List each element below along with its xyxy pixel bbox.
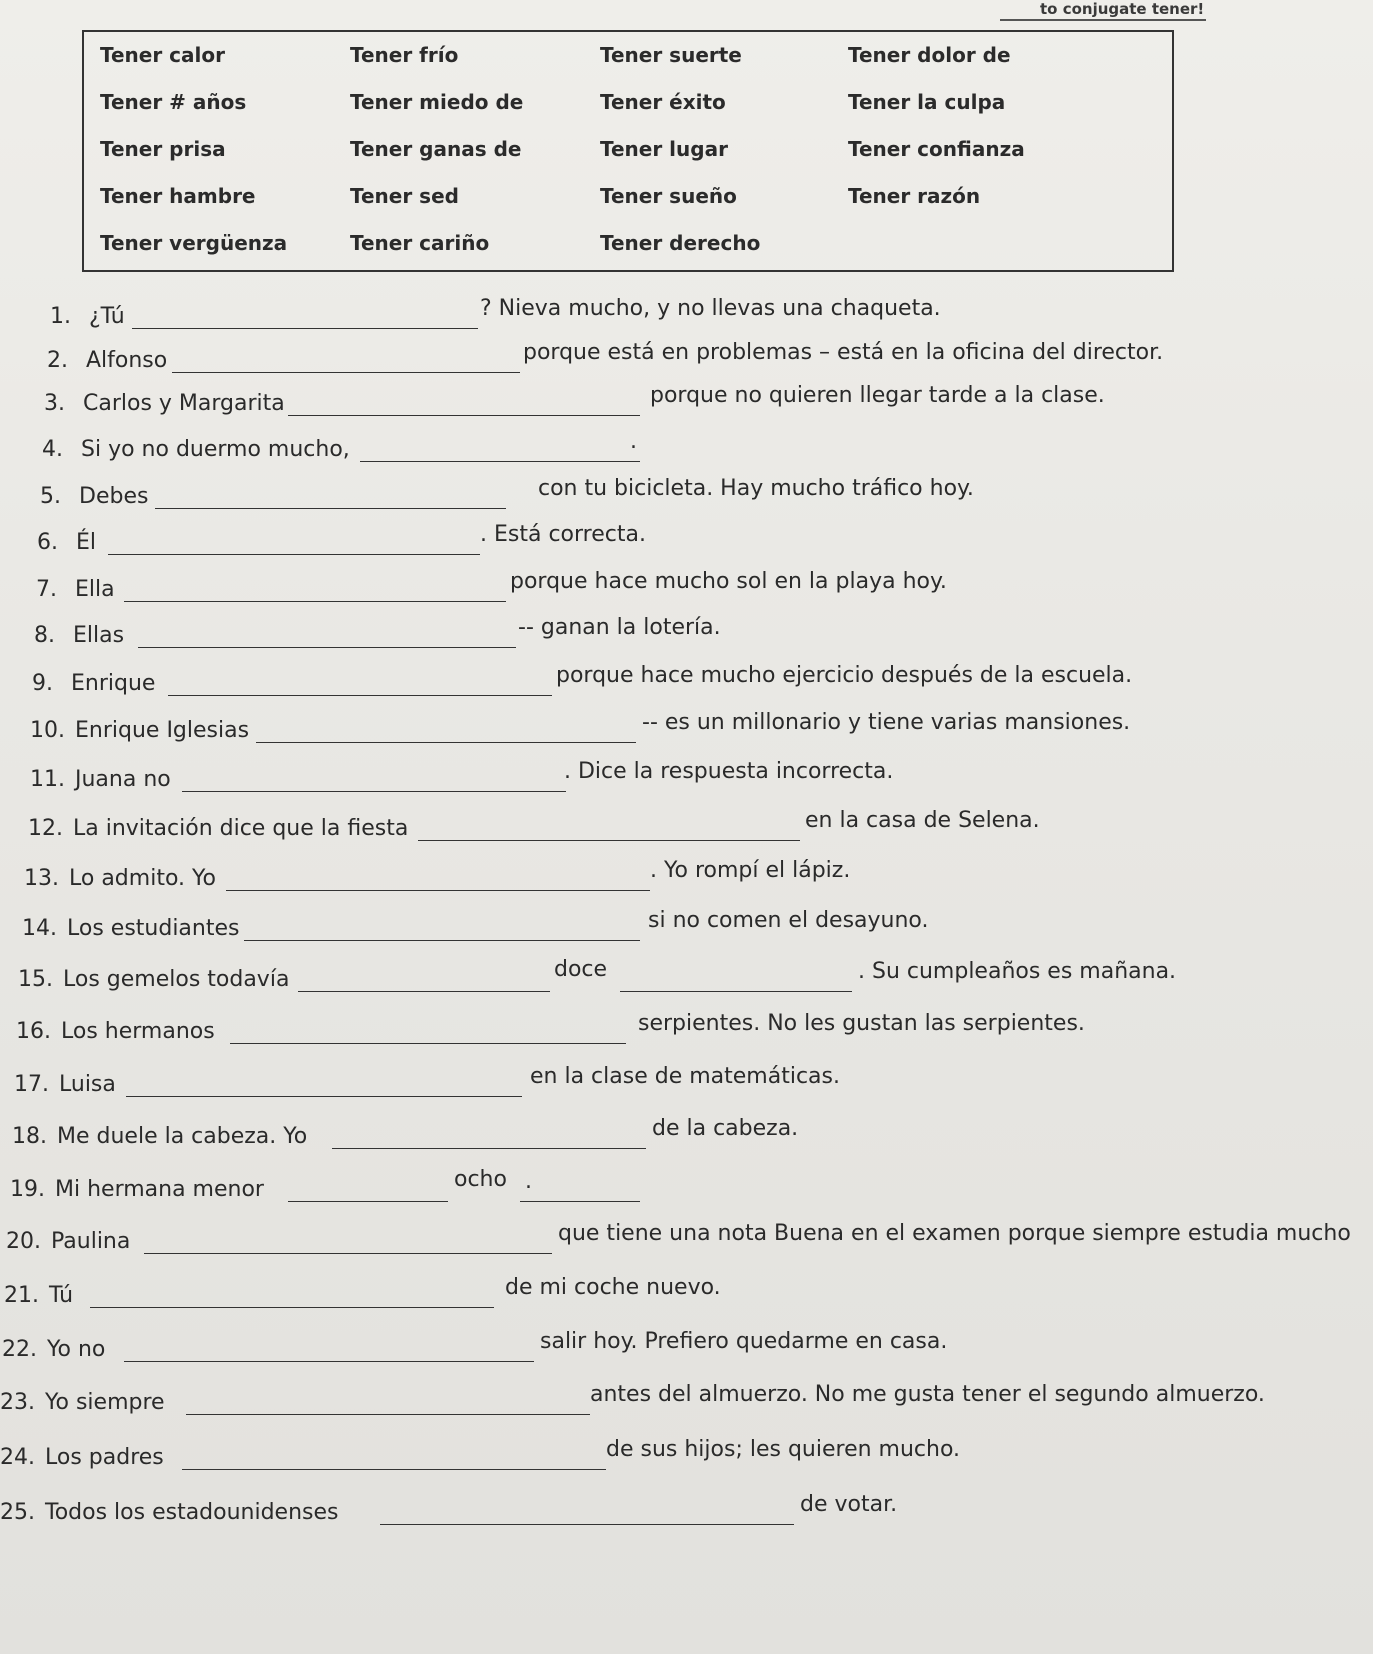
answer-blank[interactable]	[126, 1096, 522, 1097]
answer-blank[interactable]	[124, 601, 506, 602]
vocab-term: Tener frío	[350, 43, 459, 67]
exercise-continuation: en la clase de matemáticas.	[530, 1064, 840, 1089]
vocab-term: Tener éxito	[600, 90, 726, 114]
answer-blank[interactable]	[360, 461, 640, 462]
answer-blank[interactable]	[138, 647, 516, 648]
vocab-term: Tener la culpa	[848, 90, 1006, 114]
exercise-stem: Mi hermana menor	[55, 1177, 264, 1202]
exercise-stem: Debes	[79, 484, 149, 509]
exercise-item	[0, 1116, 1373, 1160]
exercise-continuation: si no comen el desayuno.	[648, 908, 929, 933]
exercise-number: 16.	[16, 1019, 51, 1044]
vocab-term: Tener confianza	[848, 137, 1025, 161]
exercise-number: 12.	[28, 816, 63, 841]
exercise-item	[0, 1437, 1373, 1481]
exercise-item	[0, 522, 1373, 566]
exercise-continuation: de votar.	[800, 1492, 898, 1517]
exercise-stem: Ellas	[73, 623, 125, 648]
exercise-item	[0, 476, 1373, 520]
vocab-term: Tener derecho	[600, 231, 761, 255]
vocab-term: Tener ganas de	[350, 137, 522, 161]
exercise-item	[0, 1064, 1373, 1108]
answer-blank[interactable]	[332, 1148, 646, 1149]
vocab-term: Tener lugar	[600, 137, 728, 161]
vocab-term: Tener prisa	[100, 137, 226, 161]
exercise-number: 4.	[42, 437, 63, 462]
exercise-number: 25.	[0, 1500, 35, 1525]
exercise-item	[0, 759, 1373, 803]
header-instruction: to conjugate tener!	[1000, 0, 1206, 21]
vocab-term: Tener sed	[350, 184, 459, 208]
exercise-continuation: de mi coche nuevo.	[505, 1275, 721, 1300]
exercise-number: 24.	[0, 1445, 35, 1470]
answer-blank[interactable]	[186, 1414, 590, 1415]
exercise-number: 15.	[18, 967, 53, 992]
exercise-number: 18.	[12, 1124, 47, 1149]
exercise-continuation: . Dice la respuesta incorrecta.	[564, 759, 894, 784]
answer-blank[interactable]	[182, 1469, 606, 1470]
exercise-continuation: con tu bicicleta. Hay mucho tráfico hoy.	[538, 476, 974, 501]
exercise-item	[0, 1382, 1373, 1426]
exercise-number: 8.	[34, 623, 55, 648]
vocab-term: Tener razón	[848, 184, 981, 208]
exercise-number: 21.	[4, 1283, 39, 1308]
exercise-continuation: porque hace mucho sol en la playa hoy.	[510, 569, 947, 594]
exercise-stem: Alfonso	[86, 348, 168, 373]
exercise-number: 10.	[30, 718, 65, 743]
exercise-continuation: porque está en problemas – está en la oficina del director.	[523, 340, 1164, 365]
answer-blank[interactable]	[380, 1524, 794, 1525]
vocab-term: Tener calor	[100, 43, 225, 67]
exercise-item	[0, 569, 1373, 613]
exercise-stem: Luisa	[59, 1072, 116, 1097]
exercise-stem: Paulina	[51, 1229, 131, 1254]
vocab-term: Tener vergüenza	[100, 231, 288, 255]
exercise-continuation: de la cabeza.	[652, 1116, 799, 1141]
vocabulary-box	[82, 30, 1174, 272]
exercise-continuation: .	[525, 1169, 532, 1194]
answer-blank[interactable]	[256, 742, 636, 743]
answer-blank[interactable]	[144, 1253, 552, 1254]
exercise-item	[0, 908, 1373, 952]
exercise-item	[0, 1167, 1373, 1213]
exercise-item	[0, 429, 1373, 473]
exercise-item	[0, 1275, 1373, 1319]
exercise-item	[0, 383, 1373, 427]
answer-blank[interactable]	[226, 890, 650, 891]
exercise-number: 20.	[6, 1229, 41, 1254]
exercise-number: 6.	[37, 530, 58, 555]
answer-blank[interactable]	[108, 554, 480, 555]
exercise-stem: Todos los estadounidenses	[45, 1500, 339, 1525]
exercise-continuation: serpientes. No les gustan las serpientes.	[638, 1011, 1085, 1036]
answer-blank[interactable]	[418, 840, 800, 841]
exercise-stem: Juana no	[75, 767, 171, 792]
exercise-stem: Los estudiantes	[67, 916, 240, 941]
exercise-number: 9.	[32, 671, 53, 696]
exercise-stem: Yo siempre	[45, 1390, 165, 1415]
exercise-number: 23.	[0, 1390, 35, 1415]
vocab-term: Tener dolor de	[848, 43, 1011, 67]
exercise-middle-word: ocho	[454, 1167, 507, 1192]
exercise-stem: Tú	[49, 1283, 74, 1308]
exercise-number: 11.	[30, 767, 65, 792]
exercise-number: 22.	[2, 1337, 37, 1362]
answer-blank[interactable]	[230, 1043, 626, 1044]
exercise-stem: Me duele la cabeza. Yo	[57, 1124, 308, 1149]
exercise-continuation: que tiene una nota Buena en el examen porque siempre estudia mucho	[558, 1221, 1351, 1246]
exercise-stem: Carlos y Margarita	[83, 391, 285, 416]
exercise-number: 3.	[44, 391, 65, 416]
exercise-number: 13.	[24, 866, 59, 891]
exercise-item	[0, 957, 1373, 1003]
exercise-number: 2.	[47, 348, 68, 373]
answer-blank[interactable]	[132, 328, 478, 329]
exercise-number: 14.	[22, 916, 57, 941]
exercise-continuation: salir hoy. Prefiero quedarme en casa.	[540, 1329, 948, 1354]
exercise-item	[0, 1492, 1373, 1536]
exercise-item	[0, 615, 1373, 659]
exercise-stem: Ella	[75, 577, 115, 602]
exercise-number: 1.	[50, 304, 71, 329]
exercise-stem: Los padres	[45, 1445, 164, 1470]
vocab-term: Tener miedo de	[350, 90, 524, 114]
exercise-continuation: -- ganan la lotería.	[518, 615, 721, 640]
answer-blank[interactable]	[288, 1201, 448, 1202]
vocab-term: Tener hambre	[100, 184, 256, 208]
exercise-stem: Enrique	[71, 671, 156, 696]
exercise-continuation: antes del almuerzo. No me gusta tener el segundo almuerzo.	[590, 1382, 1265, 1407]
exercise-continuation: . Su cumpleaños es mañana.	[858, 959, 1177, 984]
exercise-item	[0, 663, 1373, 707]
exercise-continuation: .	[630, 429, 637, 454]
exercise-item	[0, 858, 1373, 902]
exercise-continuation: porque hace mucho ejercicio después de la escuela.	[556, 663, 1133, 688]
exercise-number: 17.	[14, 1072, 49, 1097]
exercise-stem: Él	[76, 530, 97, 555]
vocabulary-grid	[100, 40, 1162, 275]
answer-blank[interactable]	[155, 508, 506, 509]
answer-blank[interactable]	[620, 991, 852, 992]
exercise-item	[0, 710, 1373, 754]
exercise-number: 5.	[40, 484, 61, 509]
exercise-stem: ¿Tú	[89, 304, 125, 329]
exercise-item	[0, 296, 1373, 340]
exercise-continuation: . Está correcta.	[480, 522, 646, 547]
exercise-continuation: ? Nieva mucho, y no llevas una chaqueta.	[480, 296, 941, 321]
answer-blank[interactable]	[288, 415, 640, 416]
answer-blank[interactable]	[90, 1307, 494, 1308]
exercise-stem: La invitación dice que la fiesta	[73, 816, 409, 841]
exercise-continuation: . Yo rompí el lápiz.	[650, 858, 851, 883]
exercise-item	[0, 340, 1373, 384]
exercise-number: 7.	[36, 577, 57, 602]
exercise-middle-word: doce	[554, 957, 608, 982]
exercise-continuation: porque no quieren llegar tarde a la clase.	[650, 383, 1105, 408]
answer-blank[interactable]	[172, 372, 520, 373]
exercise-item	[0, 1011, 1373, 1055]
vocab-term: Tener cariño	[350, 231, 490, 255]
exercise-stem: Los hermanos	[61, 1019, 215, 1044]
vocab-term	[848, 228, 1148, 275]
exercise-item	[0, 808, 1373, 852]
answer-blank[interactable]	[298, 991, 550, 992]
exercise-stem: Enrique Iglesias	[75, 718, 250, 743]
exercise-stem: Los gemelos todavía	[63, 967, 290, 992]
answer-blank[interactable]	[182, 791, 566, 792]
exercise-stem: Yo no	[47, 1337, 106, 1362]
exercise-continuation: en la casa de Selena.	[805, 808, 1040, 833]
exercise-continuation: de sus hijos; les quieren mucho.	[606, 1437, 961, 1462]
exercise-stem: Lo admito. Yo	[69, 866, 216, 891]
answer-blank[interactable]	[244, 940, 640, 941]
exercise-stem: Si yo no duermo mucho,	[81, 437, 350, 462]
exercise-number: 19.	[10, 1177, 45, 1202]
exercise-item	[0, 1329, 1373, 1373]
vocab-term: Tener sueño	[600, 184, 737, 208]
exercise-item	[0, 1221, 1373, 1265]
exercise-continuation: -- es un millonario y tiene varias mansiones.	[642, 710, 1131, 735]
answer-blank[interactable]	[168, 695, 552, 696]
answer-blank[interactable]	[520, 1201, 640, 1202]
vocab-term: Tener # años	[100, 90, 247, 114]
answer-blank[interactable]	[124, 1361, 534, 1362]
vocab-term: Tener suerte	[600, 43, 742, 67]
